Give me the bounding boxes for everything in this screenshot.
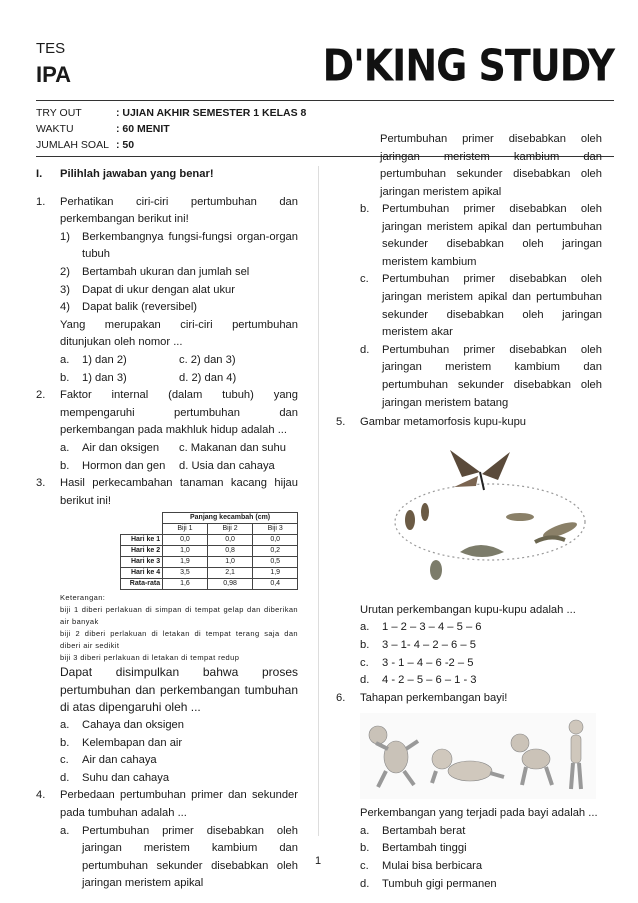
section-title: Pilihlah jawaban yang benar! [60,168,214,180]
q2-text: Faktor internal (dalam tubuh) yang mempengaruhi pertumbuhan dan perkembangan pada makhluk hidup adalah ... [60,389,298,437]
q4-options [336,201,602,412]
q4-option-b[interactable]: b. Pertumbuhan primer disebabkan oleh jaringan meristem apikal dan pertumbuhan sekunder disebabkan oleh jaringan meristem kambium [360,203,602,268]
q6-option-c[interactable]: c. Mulai bisa berbicara [360,860,483,873]
q3-option-a[interactable]: a. Cahaya dan oksigen [60,719,185,732]
q1-option-d[interactable]: d. 2) dan 4) [179,371,237,384]
q3-option-c[interactable]: c. Air dan cahaya [60,754,157,767]
butterfly-icon [450,450,510,490]
q6-text: Tahapan perkembangan bayi! [360,691,508,704]
q2-option-b[interactable]: Hormon dan gen [82,459,166,472]
baby-development-image [360,713,596,799]
q6-stem: Perkembangan yang terjadi pada bayi adalah ... [360,807,598,820]
q6-option-b[interactable]: b. Bertambah tinggi [360,842,467,855]
q4-option-d[interactable]: d. Pertumbuhan primer disebabkan oleh jaringan meristem kambium dan pertumbuhan sekunder disebabkan oleh jaringan meristem batang [360,343,602,409]
q1-stem: Yang merupakan ciri-ciri pertumbuhan ditunjukan oleh nomor ... [60,318,298,349]
q1-option-a[interactable]: 1) dan 2) [82,353,127,366]
table-row: Hari ke 2 1,0 0,8 0,2 [121,546,298,557]
table-row: Rata-rata 1,6 0,98 0,4 [121,579,298,590]
question-5: 5. Gambar metamorfosis kupu-kupu Urutan perkembangan kupu-kupu adalah ... a. 1 – 2 – 3 – 4 – 5 – 6 b. 3 – 1- 4 – 2 – 6 – 5 c. 3 - 1 – 4 – 6 -2 – 5 d. 4 - 2 – 5 – 6 – 1 - 3 [336,414,602,690]
q5-option-d[interactable]: d. 4 - 2 – 5 – 6 – 1 - 3 [360,674,477,687]
right-column [336,133,602,893]
table-header: Biji 1 [163,524,208,535]
test-label: TES [36,40,66,57]
q1-options-ac: a. 1) dan 2) c. 2) dan 3) [60,352,298,370]
table-title: Panjang kecambah (cm) [163,513,298,524]
question-6: 6. Tahapan perkembangan bayi! Perkembangan yang terjadi pada bayi adalah ... a. Bertambah berat b. Bertambah tinggi c. Mulai bisa berbicara d. Tumbuh gigi permanen [336,690,602,894]
q1-option-c[interactable]: c. 2) dan 3) [179,353,236,366]
table-row: Hari ke 4 3,5 2,1 1,9 [121,568,298,579]
q4-text: Perbedaan pertumbuhan primer dan sekunder pada tumbuhan adalah ... [60,789,298,820]
table-row: Hari ke 3 1,9 1,0 0,5 [121,557,298,568]
table-row: Hari ke 1 0,0 0,0 0,0 [121,535,298,546]
q3-stem: Dapat disimpulkan bahwa proses pertumbuhan dan perkembangan tumbuhan di atas dipengaruhi oleh ... [60,665,298,715]
page-number: 1 [315,855,322,867]
q1-option-b[interactable]: 1) dan 3) [82,371,127,384]
q3-option-d[interactable]: d. Suhu dan cahaya [60,771,170,784]
chrysalis-icon [405,503,429,530]
q3-option-b[interactable]: b. Kelembapan dan air [60,736,183,749]
q3-text: Hasil perkecambahan tanaman kacang hijau berikut ini! [60,477,298,507]
leaf-egg-icon [430,545,504,580]
q1-item: 3) Dapat di ukur dengan alat ukur [60,283,235,296]
question-1: 1. Perhatikan ciri-ciri pertumbuhan dan perkembangan berikut ini! 1) Berkembangnya fungsi-fungsi organ-organ tubuh 2) Bertambah ukuran dan jumlah sel 3) Dapat di ukur dengan alat ukur 4) Dapat balik (reversibel) Yang merupakan ciri-ciri pertumbuhan ditunjukan oleh nomor ... a. 1) dan 2) c. 2) dan 3) b. 1) dan 3) d. 2) dan 4) [36,194,298,388]
exam-info [36,105,306,153]
table-header: Biji 2 [207,524,253,535]
q2-option-c[interactable]: c. Makanan dan suhu [179,441,286,454]
brand-logo: D'KING STUDY [322,40,614,91]
q1-item: 4) Dapat balik (reversibel) [60,301,198,314]
q1-options-bd: b. 1) dan 3) d. 2) dan 4) [60,370,298,388]
question-3: 3. Hasil perkecambahan tanaman kacang hijau berikut ini! Panjang kecambah (cm) Biji 1 Biji 2 Biji 3 Hari ke 1 0,0 0,0 0,0 Hari ke 2 1,0 0,8 0,2 Hari ke 3 1,9 1,0 0,5 Hari ke 4 3,5 2,1 1,9 Rata-rata 1,6 0,98 0,4 Keterangan: biji 1 diberi perlakuan di simpan di tempat gelap dan diberikan air banyak biji 2 diberi perlakuan di letakan di tempat terang saja dan diberi air sedikit biji 3 diberi perlakuan di letakan di tempat redup Dapat disimpulkan bahwa proses pertumbuhan dan perkembangan tumbuhan di atas dipengaruhi oleh ... a. Cahaya dan oksigen b. Kelembapan dan air c. Air dan cahaya d. Suhu dan cahaya [36,475,298,787]
waktu-value: : 60 MENIT [116,123,170,135]
question-4: 4. Perbedaan pertumbuhan primer dan sekunder pada tumbuhan adalah ... a. Pertumbuhan primer disebabkan oleh jaringan meristem kambium dan pertumbuhan sekunder disebabkan oleh jaringan meristem apikal [36,789,298,890]
q4-option-a[interactable]: a. Pertumbuhan primer disebabkan oleh jaringan meristem kambium dan pertumbuhan sekunder disebabkan oleh jaringan meristem apikal [60,824,298,890]
table-notes: Keterangan: biji 1 diberi perlakuan di simpan di tempat gelap dan diberikan air banyak biji 2 diberi perlakuan di letakan di tempat terang saja dan diberi air sedikit biji 3 diberi perlakuan di letakan di tempat redup [60,593,298,663]
left-column [36,166,298,890]
header-divider [36,100,614,101]
q5-text: Gambar metamorfosis kupu-kupu [360,416,527,429]
sprout-table [120,512,298,590]
question-2: 2. Faktor internal (dalam tubuh) yang mempengaruhi pertumbuhan dan perkembangan pada makhluk hidup adalah ... a. Air dan oksigen c. Makanan dan suhu b. Hormon dan gen d. Usia dan cahaya [36,387,298,475]
table-header: Biji 3 [253,524,298,535]
q4-option-a-continued: Pertumbuhan primer disebabkan oleh jaringan meristem kambium dan pertumbuhan sekunder disebabkan oleh jaringan meristem apikal [380,133,602,198]
q2-option-a[interactable]: Air dan oksigen [82,441,160,454]
waktu-label: WAKTU [36,123,74,135]
q4-option-c[interactable]: c. Pertumbuhan primer disebabkan oleh jaringan meristem apikal dan pertumbuhan sekunder disebabkan oleh jaringan meristem akar [360,273,602,339]
q2-option-d[interactable]: d. Usia dan cahaya [179,459,275,472]
subject-title: IPA [36,62,72,87]
caterpillar-icon [506,513,579,542]
jumlah-value: : 50 [116,139,135,151]
q5-option-b[interactable]: b. 3 – 1- 4 – 2 – 6 – 5 [360,638,476,651]
q5-stem: Urutan perkembangan kupu-kupu adalah ... [360,603,576,616]
q1-item: 1) Berkembangnya fungsi-fungsi organ-organ tubuh [60,230,298,261]
q6-option-d[interactable]: d. Tumbuh gigi permanen [360,877,497,890]
butterfly-metamorphosis-image [370,442,610,592]
tryout-value: : UJIAN AKHIR SEMESTER 1 KELAS 8 [116,107,307,119]
q5-option-c[interactable]: c. 3 - 1 – 4 – 6 -2 – 5 [360,656,474,669]
q1-text: Perhatikan ciri-ciri pertumbuhan dan perkembangan berikut ini! [60,195,298,226]
jumlah-label: JUMLAH SOAL [36,139,109,151]
tryout-label: TRY OUT [36,107,82,119]
q1-item: 2) Bertambah ukuran dan jumlah sel [60,265,250,278]
q5-option-a[interactable]: a. 1 – 2 – 3 – 4 – 5 – 6 [360,621,482,634]
q6-option-a[interactable]: a. Bertambah berat [360,824,466,837]
section-heading: I. Pilihlah jawaban yang benar! [36,166,298,184]
column-divider [318,166,319,836]
